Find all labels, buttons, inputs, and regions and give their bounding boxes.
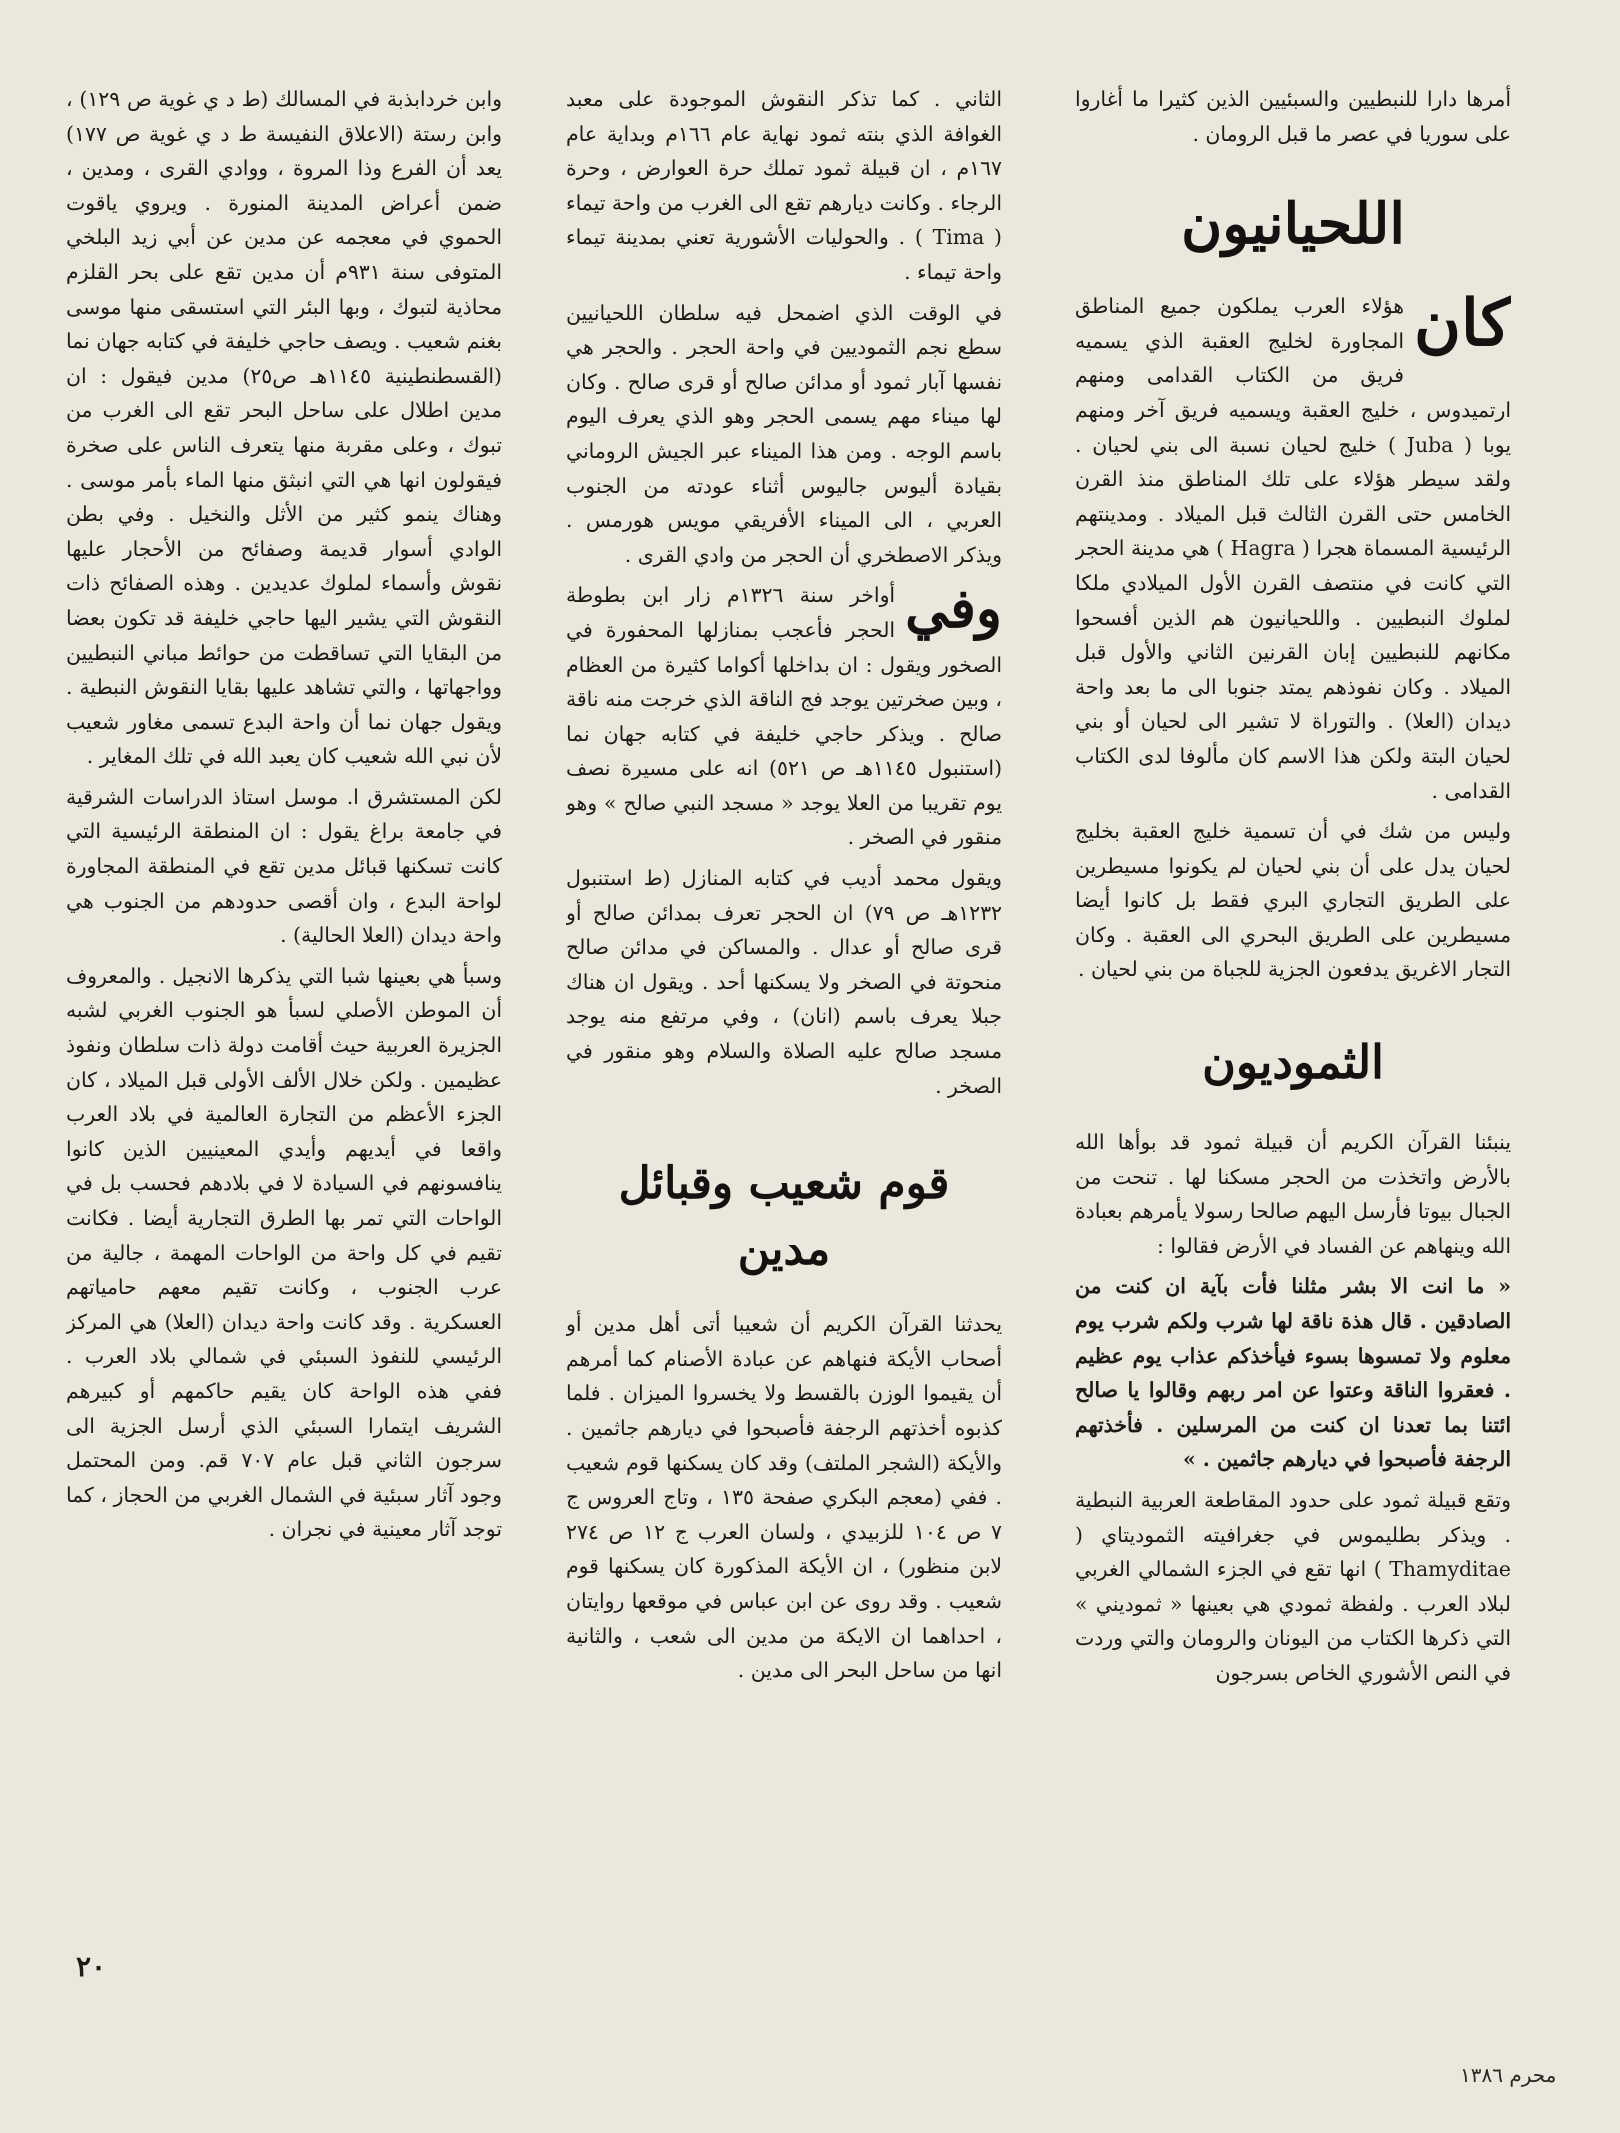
column-right <box>1075 82 1511 2072</box>
column-left <box>66 82 502 2072</box>
saba-paragraph: وسبأ هي بعينها شبا التي يذكرها الانجيل . والمعروف أن الموطن الأصلي لسبأ هو الجنوب الغربي لشبه الجزيرة العربية حيث أقامت دولة ذات سلطان ونفوذ عظيمين . ولكن خلال الألف الأولى قبل الميلاد ، كان الجزء الأعظم من التجارة العالمية في بلاد العرب واقعا في أيديهم وأيدي المعينيين الذين كانوا ينافسونهم في السيادة لا في بلادهم فحسب بل في الواحات التي تمر بها الطرق التجارية أيضا . فكانت تقيم في كل واحة من الواحات المهمة ، جالية من عرب الجنوب ، وكانت تقيم معهم حامياتهم العسكرية . وقد كانت واحة ديدان (العلا) هي المركز الرئيسي للنفوذ السبئي في شمالي بلاد العرب . ففي هذه الواحة كان يقيم حاكمهم أو كبيرهم الشريف ايتمارا السبئي الذي أرسل الجزية الى سرجون الثاني قبل عام ٧٠٧ قم. ومن المحتمل وجود آثار سبئية في الشمال الغربي من الحجاز ، كما توجد آثار معينية في نجران . <box>66 963 502 1542</box>
ibn-battuta-text: أواخر سنة ١٣٢٦م زار ابن بطوطة الحجر فأعجب بمنازلها المحفورة في الصخور ويقول : ان بداخلها أكواما كثيرة من العظام ، وبين صخرتين يوجد فج الناقة الذي خرجت منه ناقة صالح . ويذكر حاجي خليفة في كتابه جهان نما (استنبول ١١٤٥هـ ص ٥٢١) انه على مسيرة نصف يوم تقريبا من العلا يوجد « مسجد النبي صالح » وهو منقور في الصخر . <box>566 583 1002 850</box>
thamud-continued-paragraph: الثاني . كما تذكر النقوش الموجودة على معبد الغوافة الذي بنته ثمود نهاية عام ١٦٦م وبداية عام ١٦٧م ، ان قبيلة ثمود تملك حرة العوارض ، وحرة الرجاء . وكانت ديارهم تقع الى الغرب من واحة تيماء ( Tima ) . والحوليات الأشورية تعني بمدينة تيماء واحة تيماء . <box>566 87 1002 284</box>
lihyanites-text-1: هؤلاء العرب يملكون جميع المناطق المجاورة لخليج العقبة الذي يسميه فريق من الكتاب القدامى ومنهم ارتميدوس ، خليج العقبة ويسميه فريق آخر ومنهم يوبا ( Juba ) خليج لحيان نسبة الى بني لحيان . ولقد سيطر هؤلاء على تلك المناطق منذ القرن الخامس حتى القرن الثالث قبل الميلاد . ومدينتهم الرئيسية المسماة هجرا ( Hagra ) هي مدينة الحجر التي كانت في منتصف القرن الأول الميلادي ملكا لملوك النبطيين . واللحيانيون هم الذين أفسحوا مكانهم للنبطيين إبان القرنين الثاني والأول قبل الميلاد . وكان نفوذهم يمتد جنوبا الى ما بعد واحة ديدان (العلا) . والتوراة لا تشير الى لحيان أو بني لحيان البتة ولكن هذا الاسم كان مألوفا لدى الكتاب القدامى . <box>1075 294 1511 803</box>
lihyanites-paragraph-1 <box>1075 286 1511 808</box>
column-middle <box>566 82 1002 2072</box>
heading-shuayb-madyan: قوم شعيب وقبائل مدين <box>618 1158 950 1276</box>
lihyanites-paragraph-2: وليس من شك في أن تسمية خليج العقبة بخليج لحيان يدل على أن بني لحيان لم يكونوا مسيطرين على الطريق التجاري البري فقط بل كانوا أيضا مسيطرين على الطريق البحري الى العقبة . وكان التجار الاغريق يدفعون الجزية للجباة من بني لحيان . <box>1075 819 1511 982</box>
dropcap-wafi: وفي <box>905 576 1002 641</box>
heading-thamudites: الثموديون <box>1202 1035 1384 1090</box>
shuayb-paragraph: يحدثنا القرآن الكريم أن شعيبا أتى أهل مدين أو أصحاب الأيكة فنهاهم عن عبادة الأصنام كما أمرهم أن يقيموا الوزن بالقسط ولا يخسروا الميزان . فلما كذبوه أخذتهم الرجفة فأصبحوا في ديارهم جاثمين . والأيكة (الشجر الملتف) وقد كان يسكنها قوم شعيب . ففي (معجم البكري صفحة ١٣٥ ، وتاج العروس ج ٧ ص ١٠٤ للزبيدي ، ولسان العرب ج ١٢ ص ٢٧٤ لابن منظور) ، ان الأيكة المذكورة كان يسكنها قوم شعيب . وقد روى عن ابن عباس في موقعها روايتان ، احداهما ان الايكة من مدين الى شعب ، والثانية انها من ساحل البحر الى مدين . <box>566 1312 1002 1683</box>
ibn-battuta-paragraph <box>566 578 1002 855</box>
issue-date: محرم ١٣٨٦ <box>1460 2063 1557 2087</box>
musil-paragraph: لكن المستشرق ا. موسل استاذ الدراسات الشرقية في جامعة براغ يقول : ان المنطقة الرئيسية التي كانت تسكنها قبائل مدين تقع في المنطقة المجاورة لواحة البدع ، وان أقصى حدودهم من الجنوب هي واحة ديدان (العلا الحالية) . <box>66 784 502 948</box>
thamudites-paragraph-2: وتقع قبيلة ثمود على حدود المقاطعة العربية النبطية . ويذكر بطليموس في جغرافيته الثموديتاي ( Thamyditae ) انها تقع في الجزء الشمالي الغربي لبلاد العرب . ولفظة ثمودي هي بعينها « ثموديني » التي ذكرها الكتاب من اليونان والرومان والتي وردت في النص الأشوري الخاص بسرجون <box>1075 1488 1511 1685</box>
page-number: ٢٠ <box>76 1950 107 1983</box>
madyan-sources-paragraph: وابن خردابذبة في المسالك (ط د ي غوية ص ١٢٩) ، وابن رستة (الاعلاق النفيسة ط د ي غوية ص ١٧٧) يعد أن الفرع وذا المروة ، ووادي القرى ، ومدين ، ضمن أعراض المدينة المنورة . ويروي ياقوت الحموي في معجمه عن مدين عن أبي زيد البلخي المتوفى سنة ٩٣١م أن مدين تقع على بحر القلزم محاذية لتبوك ، وبها البئر التي استسقى منها موسى بغنم شعيب . ويصف حاجي خليفة في كتابه جهان نما (القسطنطينية ١١٤٥هـ ص٢٥) مدين فيقول : ان مدين اطلال على ساحل البحر تقع الى الغرب من تبوك ، وعلى مقربة منها يتعرف الناس على صخرة فيقولون انها هي التي انبثق منها الماء بأمر موسى . وهناك ينمو كثير من الأثل والنخيل . وفي بطن الوادي أسوار قديمة وصفائح من الأحجار عليها نقوش وأسماء لملوك عديدين . وهذه الصفائح ذات النقوش التي يشير اليها حاجي خليفة قد تكون بعضا من البقايا التي تساقطت من حوائط مباني النبطيين وواجهاتها ، والتي تشاهد عليها بقايا النقوش النبطية . ويقول جهان نما أن واحة البدع تسمى مغاور شعيب لأن نبي الله شعيب كان يعبد الله في تلك المغاير . <box>66 87 502 769</box>
intro-paragraph: أمرها دارا للنبطيين والسبئيين الذين كثيرا ما أغاروا على سوريا في عصر ما قبل الرومان . <box>1075 87 1511 146</box>
thamudites-paragraph-1: ينبئنا القرآن الكريم أن قبيلة ثمود قد بوأها الله بالأرض واتخذت من الحجر مسكنا لها . تنحت من الجبال بيوتا فأرسل اليهم صالحا رسولا يأمرهم بعبادة الله وينهاهم عن الفساد في الأرض فقالوا : <box>1075 1130 1511 1258</box>
muhammad-adib-paragraph: ويقول محمد أديب في كتابه المنازل (ط استنبول ١٢٣٢هـ ص ٧٩) ان الحجر تعرف بمدائن صالح أو قرى صالح أو عدال . والمساكن في مدائن صالح منحوتة في الصخر ولا يسكنها أحد . ويقول ان هناك جبلا يعرف باسم (انان) ، وفي مرتفع منه يوجد مسجد صالح عليه الصلاة والسلام وهو منقور في الصخر . <box>566 866 1002 1098</box>
heading-lihyanites: اللحيانيون <box>1181 191 1405 258</box>
quran-quote: « ما انت الا بشر مثلنا فأت بآية ان كنت من الصادقين . قال هذة ناقة لها شرب ولكم شرب يوم معلوم ولا تمسوها بسوء فيأخذكم عذاب يوم عظيم . فعقروا الناقة وعتوا عن امر ربهم وقالوا يا صالح ائتنا بما تعدنا ان كنت من المرسلين . فأخذتهم الرجفة فأصبحوا في ديارهم جاثمين . » <box>1075 1274 1511 1472</box>
dropcap-kan: كان <box>1414 286 1511 362</box>
hijr-paragraph: في الوقت الذي اضمحل فيه سلطان اللحيانيين سطع نجم الثموديين في واحة الحجر . والحجر هي نفسها آبار ثمود أو مدائن صالح أو قرى صالح . وكان لها ميناء مهم يسمى الحجر وهو الذي يعرف اليوم باسم الوجه . ومن هذا الميناء عبر الجيش الروماني بقيادة أليوس جاليوس أثناء عودته من الجنوب العربي ، الى الميناء الأفريقي مويس هورمس . ويذكر الاصطخري أن الحجر من وادي القرى . <box>566 300 1002 567</box>
